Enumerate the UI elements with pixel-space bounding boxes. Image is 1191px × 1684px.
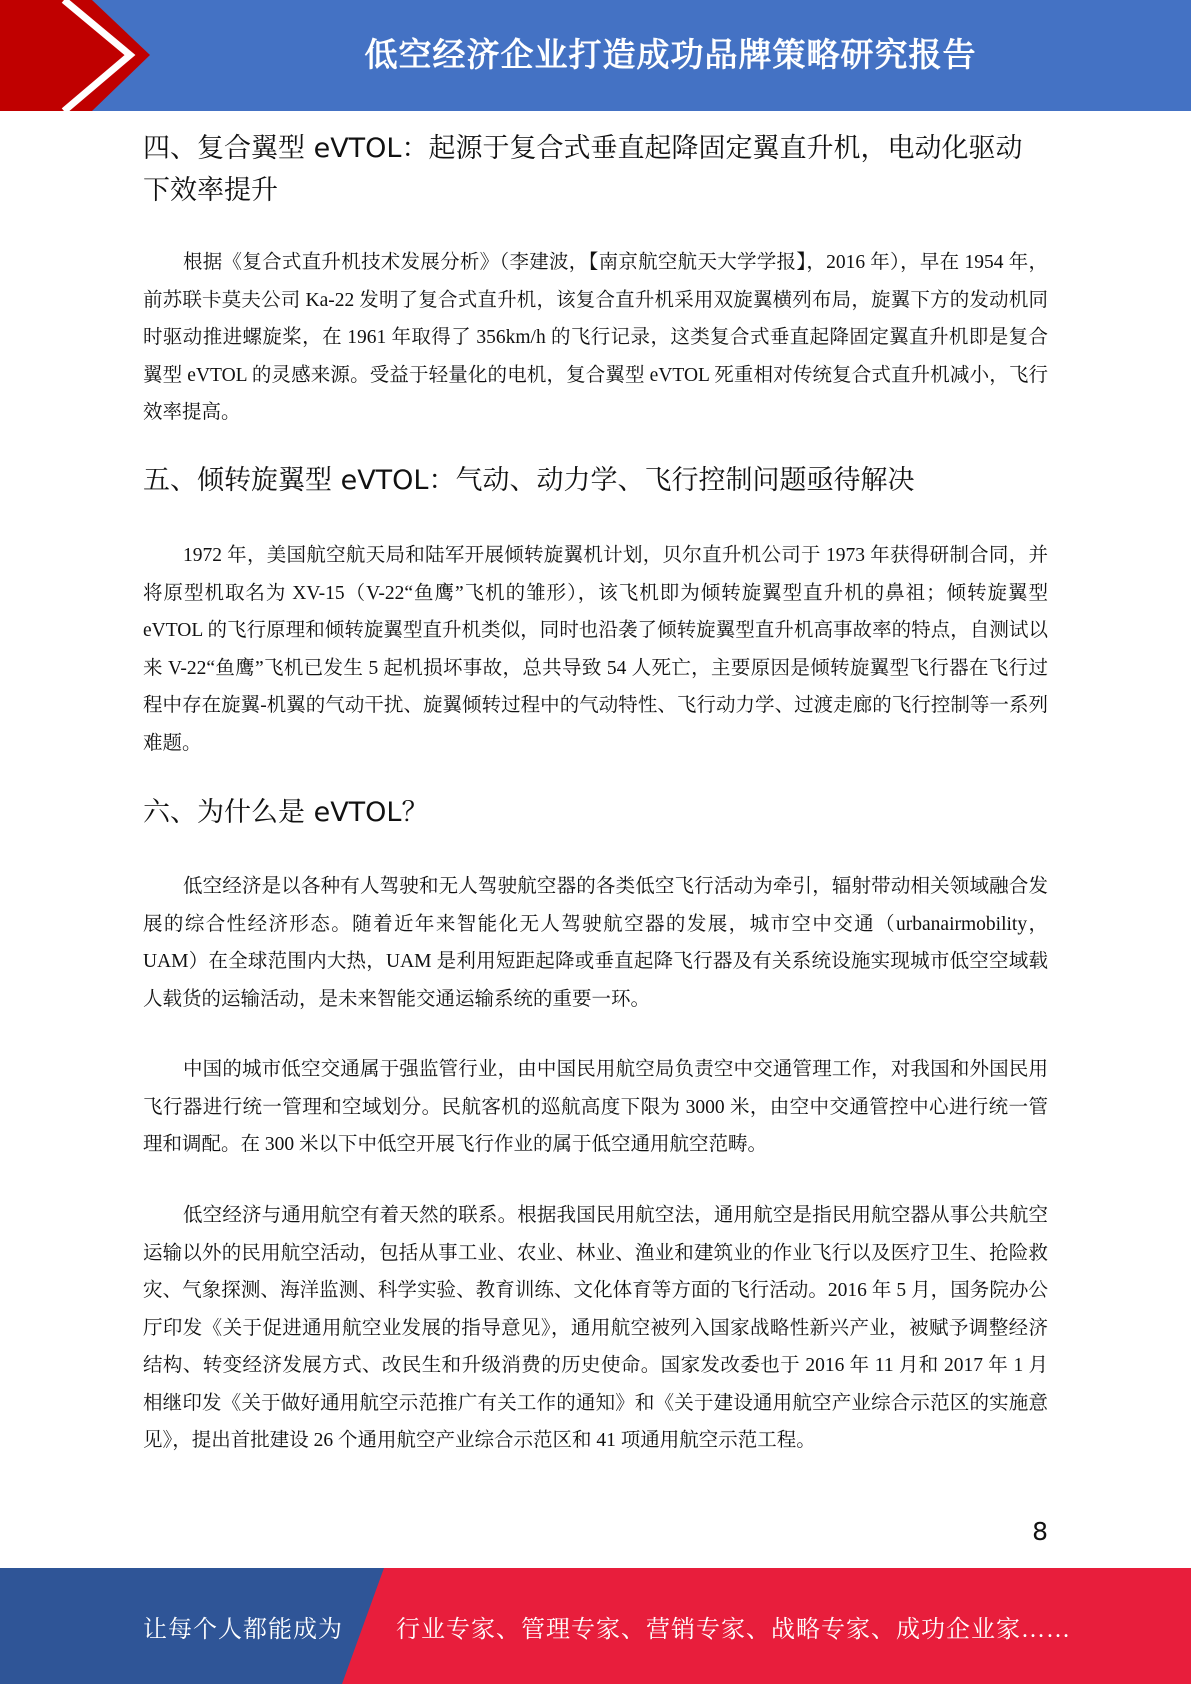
section-6-paragraph-2: 中国的城市低空交通属于强监管行业，由中国民用航空局负责空中交通管理工作，对我国和外国民用飞行器进行统一管理和空域划分。民航客机的巡航高度下限为 3000 米，由空中交通管控中心进行统一管理和调配。在 300 米以下中低空开展飞行作业的属于低空通用航空范畴。 [143,1059,1048,1155]
section-4-paragraph: 根据《复合式直升机技术发展分析》（李建波，【南京航空航天大学学报】，2016 年），早在 1954 年，前苏联卡莫夫公司 Ka-22 发明了复合式直升机，该复合直升机采用双旋翼横列布局，旋翼下方的发动机同时驱动推进螺旋桨，在 1961 年取得了 356km/h 的飞行记录，这类复合式垂直起降固定翼直升机即是复合翼型 eVTOL 的灵感来源。受益于轻量化的电机，复合翼型 eVTOL 死重相对传统复合式直升机减小，飞行效率提高。 [143,252,1048,423]
section-6-paragraph-1: 低空经济是以各种有人驾驶和无人驾驶航空器的各类低空飞行活动为牵引，辐射带动相关领域融合发展的综合性经济形态。随着近年来智能化无人驾驶航空器的发展，城市空中交通（urbanairmobility，UAM）在全球范围内大热，UAM 是利用短距起降或垂直起降飞行器及有关系统设施实现城市低空空域载人载货的运输活动，是未来智能交通运输系统的重要一环。 [143,876,1048,1010]
section-heading-6: 六、为什么是 eVTOL？ [143,797,429,828]
header-chevron-decoration [0,0,160,111]
footer-slogan-left: 让每个人都能成为 [143,1616,343,1643]
header-band [0,0,1191,111]
footer-band [0,1568,1191,1684]
section-heading-5: 五、倾转旋翼型 eVTOL：气动、动力学、飞行控制问题亟待解决 [143,465,915,496]
footer-slogan-right: 行业专家、管理专家、营销专家、战略专家、成功企业家…… [396,1616,1071,1643]
section-heading-4: 四、复合翼型 eVTOL：起源于复合式垂直起降固定翼直升机，电动化驱动下效率提升 [143,133,1023,206]
section-6-paragraph-3: 低空经济与通用航空有着天然的联系。根据我国民用航空法，通用航空是指民用航空器从事公共航空运输以外的民用航空活动，包括从事工业、农业、林业、渔业和建筑业的作业飞行以及医疗卫生、抢险救灾、气象探测、海洋监测、科学实验、教育训练、文化体育等方面的飞行活动。2016 年 5 月，国务院办公厅印发《关于促进通用航空业发展的指导意见》，通用航空被列入国家战略性新兴产业，被赋予调整经济结构、转变经济发展方式、改民生和升级消费的历史使命。国家发改委也于 2016 年 11 月和 2017 年 1 月相继印发《关于做好通用航空示范推广有关工作的通知》和《关于建设通用航空产业综合示范区的实施意见》，提出首批建设 26 个通用航空产业综合示范区和 41 项通用航空示范工程。 [143,1205,1048,1451]
section-5-paragraph: 1972 年，美国航空航天局和陆军开展倾转旋翼机计划，贝尔直升机公司于 1973 年获得研制合同，并将原型机取名为 XV-15（V-22“鱼鹰”飞机的雏形），该飞机即为倾转旋翼型直升机的鼻祖；倾转旋翼型 eVTOL 的飞行原理和倾转旋翼型直升机类似，同时也沿袭了倾转旋翼型直升机高事故率的特点，自测试以来 V-22“鱼鹰”飞机已发生 5 起机损坏事故，总共导致 54 人死亡，主要原因是倾转旋翼型飞行器在飞行过程中存在旋翼-机翼的气动干扰、旋翼倾转过程中的气动特性、飞行动力学、过渡走廊的飞行控制等一系列难题。 [143,545,1048,754]
report-title: 低空经济企业打造成功品牌策略研究报告 [364,34,977,74]
page-number: 8 [1032,1517,1048,1546]
